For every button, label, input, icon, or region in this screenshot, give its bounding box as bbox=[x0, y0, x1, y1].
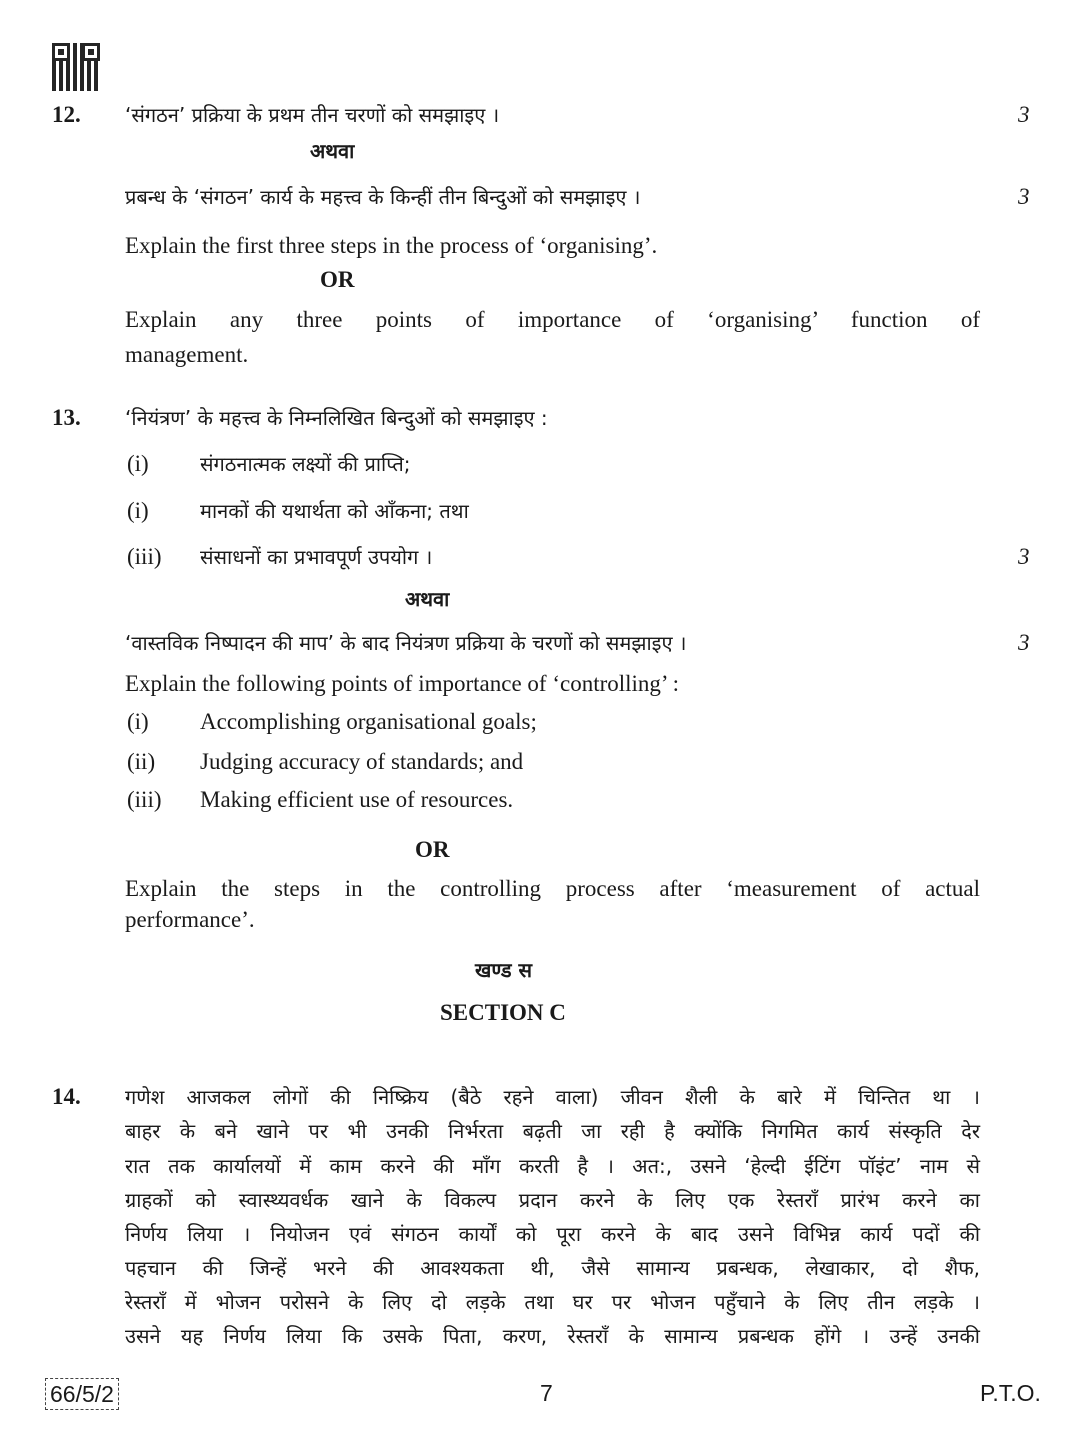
question-number: 13. bbox=[52, 405, 81, 430]
marks: 3 bbox=[1018, 102, 1030, 127]
paragraph-line: बाहर के बने खाने पर भी उनकी निर्भरता बढ़ती जा रही है क्योंकि निगमित कार्य संस्कृति देर bbox=[125, 1119, 980, 1143]
alt-question-english-cont: performance’. bbox=[125, 907, 255, 932]
alt-question-english-cont: management. bbox=[125, 342, 249, 367]
question-text-english: Explain the following points of importance of ‘controlling’ : bbox=[125, 671, 680, 696]
marks: 3 bbox=[1018, 184, 1030, 209]
paragraph-line: पहचान की जिन्हें भरने की आवश्यकता थी, जैसे सामान्य प्रबन्धक, लेखाकार, दो शैफ, bbox=[125, 1256, 980, 1280]
alt-question-hindi: ‘वास्तविक निष्पादन की माप’ के बाद नियंत्रण प्रक्रिया के चरणों को समझाइए । bbox=[125, 631, 687, 655]
question-text-hindi: ‘नियंत्रण’ के महत्त्व के निम्नलिखित बिन्दुओं को समझाइए : bbox=[125, 406, 548, 430]
paragraph-line: गणेश आजकल लोगों की निष्क्रिय (बैठे रहने वाला) जीवन शैली के बारे में चिन्तित था । bbox=[125, 1085, 980, 1109]
alt-question-english: Explain the steps in the controlling process after ‘measurement of actual bbox=[125, 876, 980, 901]
marks: 3 bbox=[1018, 544, 1030, 569]
item-text: संसाधनों का प्रभावपूर्ण उपयोग । bbox=[200, 545, 433, 569]
or-hindi: अथवा bbox=[310, 139, 355, 163]
question-number: 14. bbox=[52, 1084, 81, 1109]
item-label: (ii) bbox=[127, 749, 156, 774]
alt-question-hindi: प्रबन्ध के ‘संगठन’ कार्य के महत्त्व के किन्हीं तीन बिन्दुओं को समझाइए । bbox=[125, 185, 641, 209]
paragraph-line: रेस्तराँ में भोजन परोसने के लिए दो लड़के तथा घर पर भोजन पहुँचाने के लिए तीन लड़के । bbox=[125, 1290, 980, 1314]
item-label: (i) bbox=[127, 709, 149, 734]
paragraph-line: निर्णय लिया । नियोजन एवं संगठन कार्यों को पूरा करने के बाद उसने विभिन्न कार्य पदों की bbox=[125, 1222, 980, 1246]
paragraph-line: ग्राहकों को स्वास्थ्यवर्धक खाने के विकल्प प्रदान करने के लिए एक रेस्तराँ प्रारंभ करने का bbox=[125, 1188, 980, 1212]
paragraph-line: उसने यह निर्णय लिया कि उसके पिता, करण, रेस्तराँ के सामान्य प्रबन्धक होंगे । उन्हें उनकी bbox=[125, 1324, 980, 1348]
item-text: Judging accuracy of standards; and bbox=[200, 749, 524, 774]
or-hindi: अथवा bbox=[405, 587, 450, 611]
or-english: OR bbox=[415, 837, 450, 862]
alt-question-english: Explain any three points of importance of ‘organising’ function of bbox=[125, 307, 980, 332]
question-text-hindi: ‘संगठन’ प्रक्रिया के प्रथम तीन चरणों को समझाइए । bbox=[125, 103, 500, 127]
item-label: (iii) bbox=[127, 544, 162, 569]
item-text: Making efficient use of resources. bbox=[200, 787, 514, 812]
page-number: 7 bbox=[540, 1380, 553, 1406]
qr-code bbox=[52, 43, 100, 91]
section-title-hindi: खण्ड स bbox=[475, 958, 533, 982]
or-english: OR bbox=[320, 267, 355, 292]
question-number: 12. bbox=[52, 102, 81, 127]
item-text: मानकों की यथार्थता को आँकना; तथा bbox=[200, 499, 469, 523]
item-text: Accomplishing organisational goals; bbox=[200, 709, 537, 734]
paragraph-line: रात तक कार्यालयों में काम करने की माँग करती है । अत:, उसने ‘हेल्दी ईटिंग पॉइंट’ नाम से bbox=[125, 1154, 980, 1178]
paper-code: 66/5/2 bbox=[45, 1378, 119, 1410]
section-title-english: SECTION C bbox=[440, 1000, 566, 1025]
item-label: (i) bbox=[127, 498, 149, 523]
item-label: (iii) bbox=[127, 787, 162, 812]
marks: 3 bbox=[1018, 630, 1030, 655]
please-turn-over: P.T.O. bbox=[980, 1380, 1041, 1406]
question-text-english: Explain the first three steps in the process of ‘organising’. bbox=[125, 233, 658, 258]
item-text: संगठनात्मक लक्ष्यों की प्राप्ति; bbox=[200, 452, 411, 476]
item-label: (i) bbox=[127, 451, 149, 476]
